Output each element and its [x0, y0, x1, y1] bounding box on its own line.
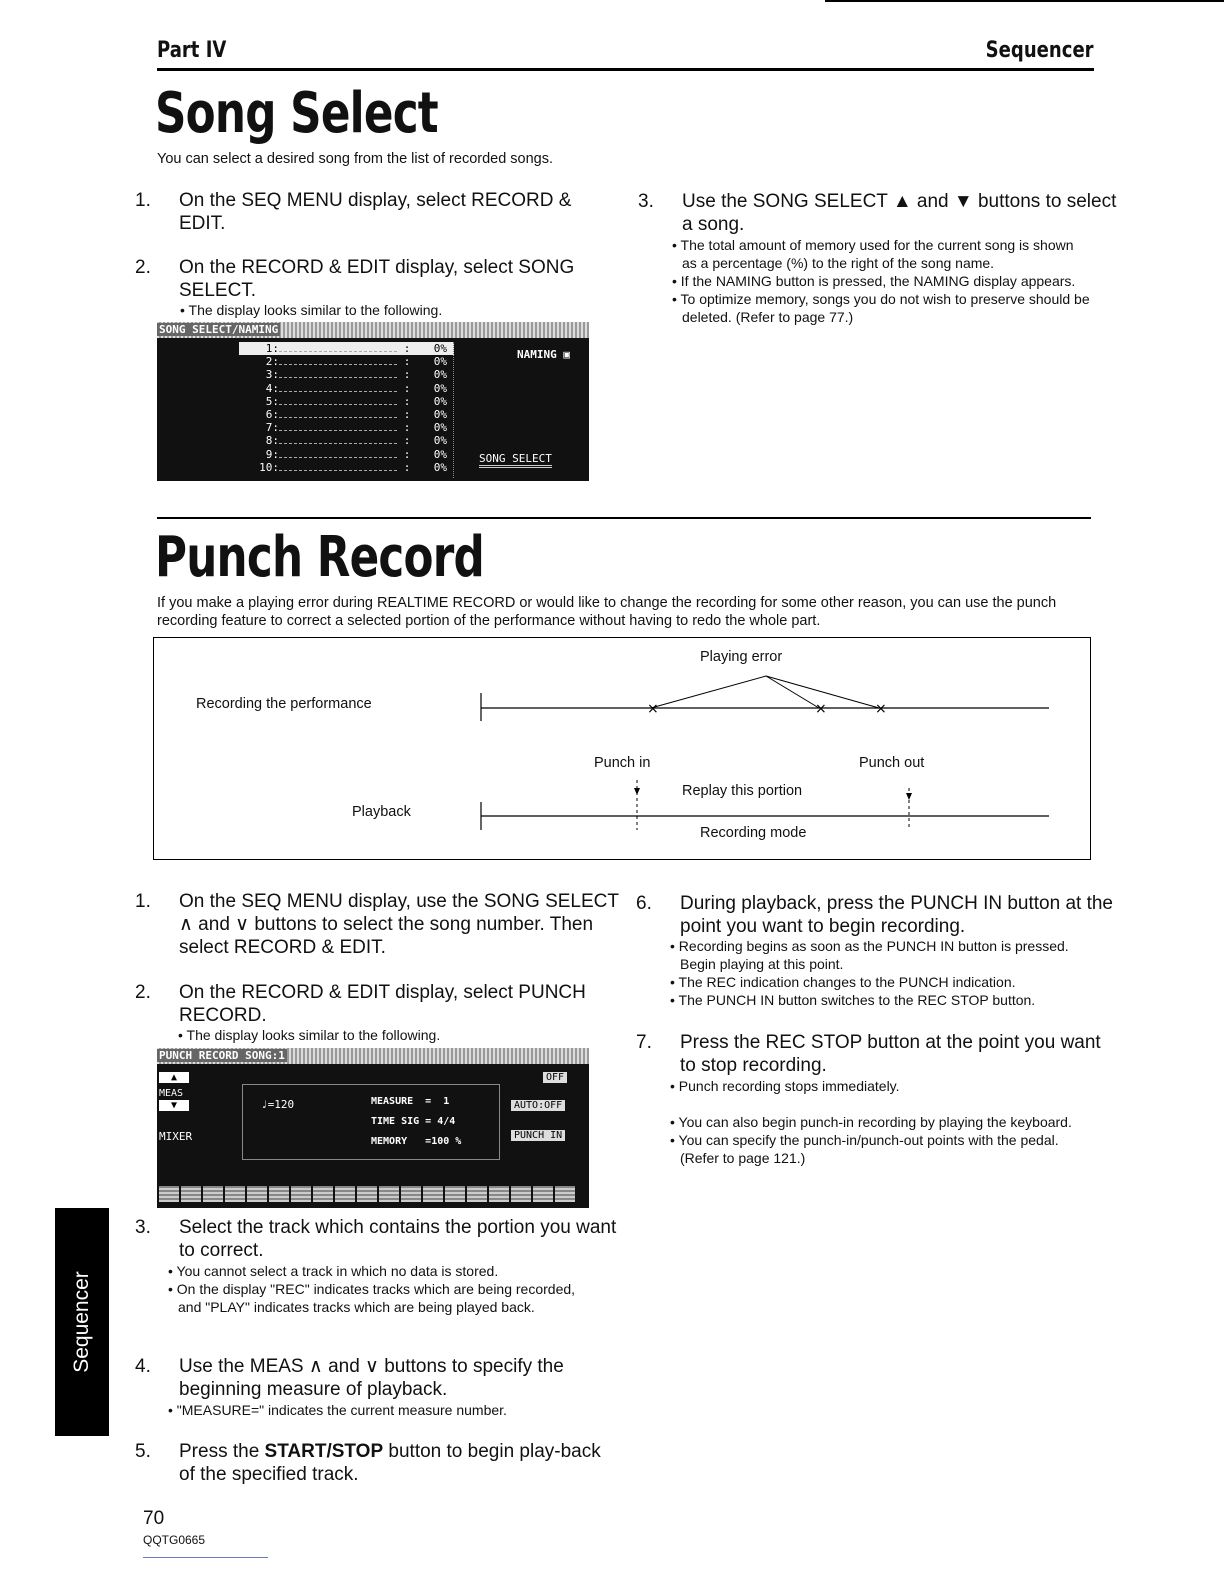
step-number: 3.: [638, 191, 654, 212]
song-list-item[interactable]: 5: : 0%: [239, 395, 454, 408]
track-button[interactable]: [181, 1186, 201, 1202]
tempo-value: ♩=120: [261, 1098, 295, 1111]
pr-step-5: [135, 1440, 619, 1486]
song-list-item[interactable]: 10: : 0%: [239, 461, 454, 474]
song-select-title: Song Select: [155, 81, 438, 146]
track-button[interactable]: [401, 1186, 421, 1202]
meas-down-button[interactable]: ▼: [159, 1100, 189, 1111]
punch-record-display: [157, 1048, 589, 1208]
pr-step-3: [135, 1216, 619, 1262]
song-number: 8:: [265, 434, 279, 448]
step-number: 3.: [135, 1217, 151, 1238]
track-button[interactable]: [555, 1186, 575, 1202]
song-list-item[interactable]: 1: : 0%: [239, 342, 454, 355]
pr-step-3-notes: [168, 1262, 588, 1316]
song-number: 1:: [265, 342, 279, 355]
step-text-bold: START/STOP: [264, 1441, 384, 1462]
track-button[interactable]: [511, 1186, 531, 1202]
note: • The REC indication changes to the PUNCH indication.: [670, 973, 1092, 991]
song-memory-percent: 0%: [433, 460, 447, 474]
song-select-button[interactable]: SONG SELECT: [479, 452, 552, 468]
song-number: 6:: [265, 407, 279, 421]
song-number: 7:: [265, 421, 279, 435]
track-button[interactable]: [335, 1186, 355, 1202]
pr-step-2-note: • The display looks similar to the following.: [178, 1026, 598, 1044]
track-button[interactable]: [379, 1186, 399, 1202]
timesig-value: TIME SIG = 4/4: [371, 1116, 456, 1127]
song-list-item[interactable]: 7: : 0%: [239, 421, 454, 434]
side-tab: Sequencer: [55, 1208, 109, 1436]
note: • You cannot select a track in which no data is stored.: [168, 1262, 588, 1280]
meas-label: MEAS: [159, 1088, 184, 1099]
step-number: 5.: [135, 1441, 151, 1462]
recording-mode-label: Recording mode: [700, 825, 807, 841]
song-select-intro: You can select a desired song from the list of recorded songs.: [157, 151, 554, 167]
track-button[interactable]: [423, 1186, 443, 1202]
diagram-lines: [154, 638, 1090, 859]
note: • You can also begin punch-in recording by playing the keyboard.: [670, 1113, 1092, 1131]
step-number: 7.: [636, 1032, 652, 1053]
track-button[interactable]: [225, 1186, 245, 1202]
step-text: Use the MEAS ∧ and ∨ buttons to specify the beginning measure of playback.: [179, 1356, 564, 1400]
song-memory-percent: 0%: [433, 407, 447, 421]
track-button[interactable]: [489, 1186, 509, 1202]
ss-step-2-note: • The display looks similar to the following.: [180, 301, 600, 319]
step-text-pre: Press the: [179, 1441, 265, 1462]
replay-label: Replay this portion: [682, 783, 803, 799]
step-number: 6.: [636, 893, 652, 914]
step-text: On the RECORD & EDIT display, select SONG SELECT.: [179, 257, 575, 301]
pr-step-7: [636, 1031, 1120, 1077]
display-title-bar: SONG SELECT/NAMING: [157, 322, 589, 338]
song-memory-percent: 0%: [433, 447, 447, 461]
note: • On the display "REC" indicates tracks which are being recorded, and "PLAY" indicates tracks which are being played back.: [168, 1280, 588, 1316]
doc-code: QQTG0665: [143, 1533, 206, 1547]
top-rule: [825, 0, 1224, 2]
pr-step-6: [636, 892, 1120, 938]
song-memory-percent: 0%: [433, 434, 447, 448]
svg-text:×: ×: [875, 701, 887, 717]
track-button[interactable]: [159, 1186, 179, 1202]
note: • Recording begins as soon as the PUNCH IN button is pressed. Begin playing at this point.: [670, 937, 1092, 973]
extra-notes: [670, 1113, 1092, 1167]
step-number: 2.: [135, 982, 151, 1003]
note: • The total amount of memory used for the current song is shown as a percentage (%) to the right of the song name.: [672, 236, 1092, 272]
punch-in-label: Punch in: [594, 755, 651, 771]
track-button[interactable]: [467, 1186, 487, 1202]
display-title-bar: PUNCH RECORD SONG:1: [157, 1048, 589, 1064]
pr-step-7-note: • Punch recording stops immediately.: [670, 1077, 1100, 1095]
track-button[interactable]: [533, 1186, 553, 1202]
song-number: 9:: [265, 447, 279, 461]
pr-step-4-note: • "MEASURE=" indicates the current measure number.: [168, 1401, 598, 1419]
step-text: Press the REC STOP button at the point you want to stop recording.: [680, 1032, 1101, 1076]
note: • The PUNCH IN button switches to the REC STOP button.: [670, 991, 1092, 1009]
svg-text:×: ×: [647, 701, 659, 717]
step-text: On the RECORD & EDIT display, select PUNCH RECORD.: [179, 982, 586, 1026]
track-button[interactable]: [445, 1186, 465, 1202]
pr-step-2: [135, 981, 619, 1027]
song-number: 5:: [265, 394, 279, 408]
memory-value: MEMORY =100 %: [371, 1136, 462, 1147]
song-memory-percent: 0%: [433, 342, 447, 355]
punch-out-label: Punch out: [859, 755, 925, 771]
step-number: 4.: [135, 1356, 151, 1377]
punch-in-button[interactable]: PUNCH IN: [511, 1130, 565, 1141]
step-text-post: button to begin play-back of the specified track.: [179, 1441, 601, 1485]
track-button[interactable]: [203, 1186, 223, 1202]
part-label: Part IV: [157, 38, 227, 63]
song-number: 2:: [265, 355, 279, 369]
step-text: Use the SONG SELECT ▲ and ▼ buttons to select a song.: [682, 191, 1117, 235]
playing-error-label: Playing error: [700, 649, 783, 665]
song-select-display: [157, 322, 589, 481]
footer-rule: [143, 1557, 268, 1558]
track-button[interactable]: [269, 1186, 289, 1202]
step-number: 1.: [135, 891, 151, 912]
song-list-item[interactable]: 9: : 0%: [239, 448, 454, 461]
song-memory-percent: 0%: [433, 421, 447, 435]
note: • To optimize memory, songs you do not wish to preserve should be deleted. (Refer to page 77.): [672, 290, 1092, 326]
track-button[interactable]: [247, 1186, 267, 1202]
song-number: 10:: [259, 460, 279, 474]
step-text: Select the track which contains the portion you want to correct.: [179, 1217, 617, 1261]
song-memory-percent: 0%: [433, 394, 447, 408]
song-list-item[interactable]: 2: : 0%: [239, 355, 454, 368]
pr-step-6-notes: [670, 937, 1092, 1009]
song-memory-percent: 0%: [433, 355, 447, 369]
song-number: 4:: [265, 381, 279, 395]
svg-text:×: ×: [815, 701, 827, 717]
ss-step-3-notes: [672, 236, 1092, 326]
note: • If the NAMING button is pressed, the NAMING display appears.: [672, 272, 1092, 290]
step-text: On the SEQ MENU display, use the SONG SELECT ∧ and ∨ buttons to select the song number. Then select RECORD & EDIT.: [179, 891, 619, 958]
track-button[interactable]: [357, 1186, 377, 1202]
header-rule: [157, 68, 1094, 71]
off-button[interactable]: OFF: [543, 1072, 567, 1083]
mixer-button[interactable]: MIXER: [159, 1130, 193, 1143]
punch-record-title: Punch Record: [155, 525, 485, 590]
song-list-item[interactable]: 6: : 0%: [239, 408, 454, 421]
step-text: During playback, press the PUNCH IN button at the point you want to begin recording.: [680, 893, 1113, 937]
song-list-item[interactable]: 3: : 0%: [239, 368, 454, 381]
meas-up-button[interactable]: ▲: [159, 1072, 189, 1083]
playback-label: Playback: [352, 804, 411, 820]
pr-step-1: [135, 890, 619, 959]
song-memory-percent: 0%: [433, 368, 447, 382]
song-list-item[interactable]: 4: : 0%: [239, 382, 454, 395]
song-memory-percent: 0%: [433, 381, 447, 395]
pr-step-4: [135, 1355, 619, 1401]
song-list-item[interactable]: 8: : 0%: [239, 434, 454, 447]
note: • You can specify the punch-in/punch-out points with the pedal. (Refer to page 121.): [670, 1131, 1092, 1167]
punch-diagram: [153, 637, 1091, 860]
punch-record-intro: If you make a playing error during REALTIME RECORD or would like to change the recording for some other reason, you can use the punch recording feature to correct a selected portion of the performance without having to redo the whole part.: [157, 595, 1057, 629]
ss-step-2: [135, 256, 619, 302]
track-button[interactable]: [313, 1186, 333, 1202]
ss-step-3: [638, 190, 1122, 236]
section-label: Sequencer: [986, 38, 1094, 63]
measure-value: MEASURE = 1: [371, 1096, 450, 1107]
recording-performance-label: Recording the performance: [196, 696, 372, 712]
page-number: 70: [143, 1508, 165, 1529]
step-number: 2.: [135, 257, 151, 278]
auto-off-button[interactable]: AUTO:OFF: [511, 1100, 565, 1111]
ss-step-1: [135, 189, 619, 235]
step-number: 1.: [135, 190, 151, 211]
song-number: 3:: [265, 368, 279, 382]
step-text: On the SEQ MENU display, select RECORD & EDIT.: [179, 190, 572, 234]
section-rule: [157, 517, 1091, 519]
naming-button[interactable]: NAMING ▣: [517, 348, 570, 361]
track-button[interactable]: [291, 1186, 311, 1202]
